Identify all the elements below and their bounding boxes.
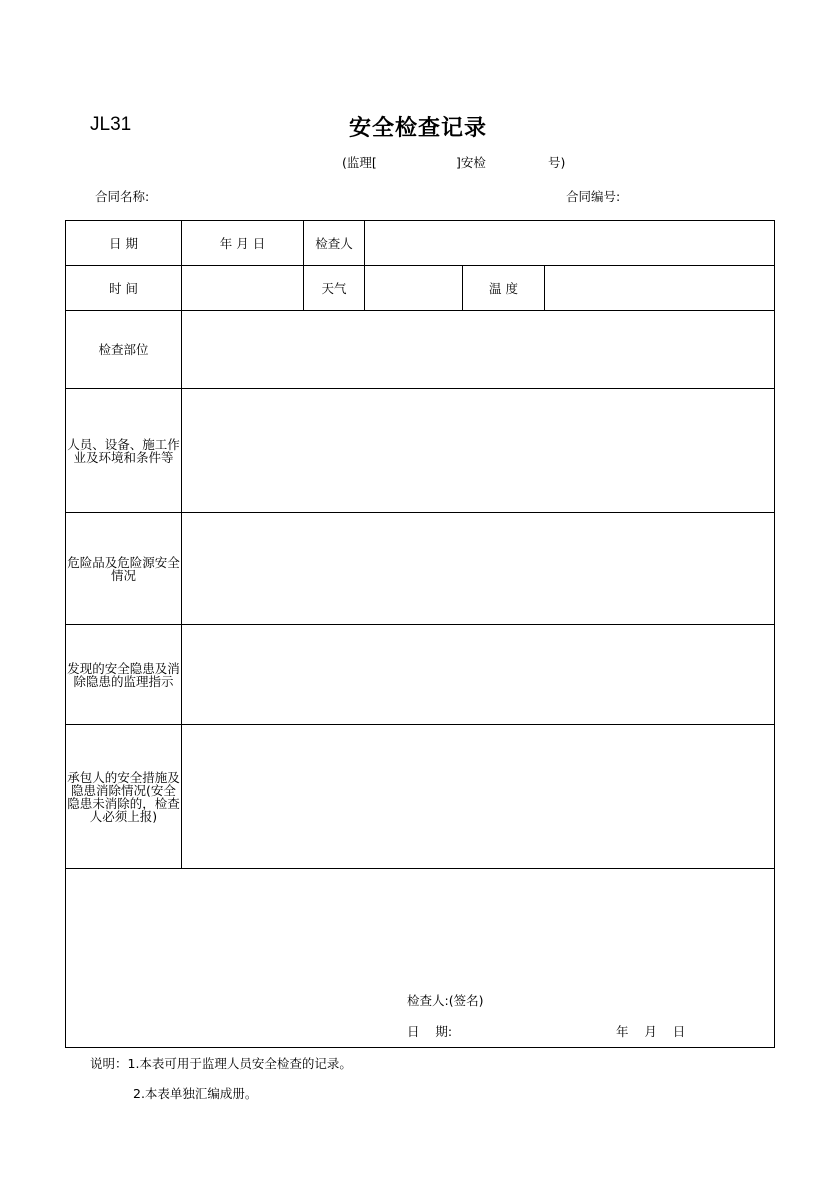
found-hazards-value[interactable]: [182, 625, 775, 725]
subtitle-middle: ]安检: [456, 155, 486, 170]
personnel-label: 人员、设备、施工作业及环境和条件等: [66, 389, 182, 513]
inspector-label: 检查人: [304, 221, 365, 266]
contract-number-label: 合同编号:: [566, 189, 621, 204]
date-label: 日 期: [66, 221, 182, 266]
time-value[interactable]: [182, 266, 304, 311]
contractor-measures-label: 承包人的安全措施及隐患消除情况(安全隐患未消除的，检查人必须上报): [66, 725, 182, 869]
date-value[interactable]: 年 月 日: [182, 221, 304, 266]
form-code: JL31: [90, 114, 132, 135]
time-label: 时 间: [66, 266, 182, 311]
time-row: [66, 266, 775, 311]
location-label: 检查部位: [66, 311, 182, 389]
signature-row: [66, 869, 775, 1048]
inspection-form-table: [65, 220, 775, 1048]
contractor-row: [66, 725, 775, 869]
weather-label: 天气: [304, 266, 365, 311]
hazard-value[interactable]: [182, 513, 775, 625]
subtitle-suffix: 号): [548, 155, 566, 170]
location-value[interactable]: [182, 311, 775, 389]
footer-note-2: 2.本表单独汇编成册。: [133, 1086, 258, 1101]
personnel-row: [66, 389, 775, 513]
form-title: 安全检查记录: [349, 116, 488, 141]
weather-value[interactable]: [365, 266, 463, 311]
signature-date-value: 年 月 日: [616, 1024, 686, 1039]
subtitle-prefix: (监理[: [342, 155, 377, 170]
signature-area[interactable]: [66, 869, 775, 1048]
hazard-label: 危险品及危险源安全情况: [66, 513, 182, 625]
location-row: [66, 311, 775, 389]
temperature-label: 温 度: [463, 266, 545, 311]
found-row: [66, 625, 775, 725]
contract-name-label: 合同名称:: [95, 189, 150, 204]
personnel-value[interactable]: [182, 389, 775, 513]
inspector-value[interactable]: [365, 221, 775, 266]
temperature-value[interactable]: [545, 266, 775, 311]
inspector-signature-label: 检查人:(签名): [407, 993, 484, 1008]
hazard-row: [66, 513, 775, 625]
signature-date-label: 日 期:: [407, 1024, 453, 1039]
contractor-measures-value[interactable]: [182, 725, 775, 869]
date-row: [66, 221, 775, 266]
found-hazards-label: 发现的安全隐患及消除隐患的监理指示: [66, 625, 182, 725]
footer-note-1: 说明：1.本表可用于监理人员安全检查的记录。: [90, 1056, 352, 1071]
